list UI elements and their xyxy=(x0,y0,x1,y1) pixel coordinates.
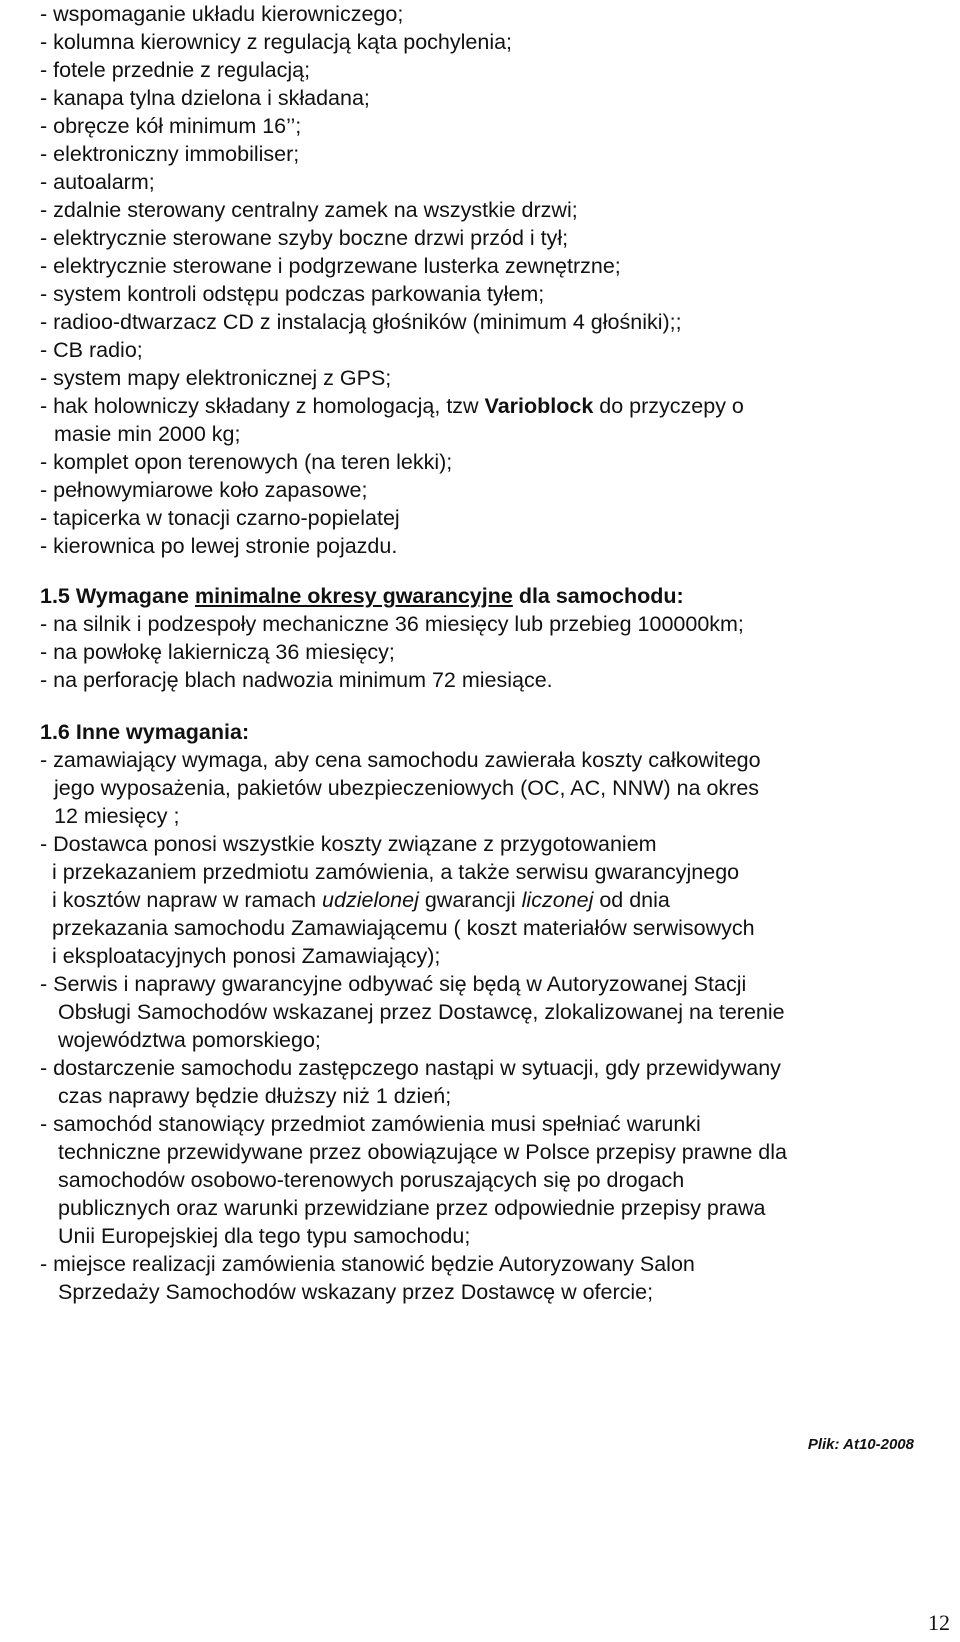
list-item: - autoalarm; xyxy=(40,170,155,194)
heading-number: 1.5 xyxy=(40,584,76,608)
list-item: - kanapa tylna dzielona i składana; xyxy=(40,86,370,110)
list-item: - pełnowymiarowe koło zapasowe; xyxy=(40,478,368,502)
requirement-line: Sprzedaży Samochodów wskazany przez Dostawcę w ofercie; xyxy=(58,1280,654,1304)
list-item-continuation: masie min 2000 kg; xyxy=(54,422,241,446)
heading-word: Wymagane xyxy=(75,584,195,608)
list-item-hak xyxy=(40,392,744,420)
list-item: - kierownica po lewej stronie pojazdu. xyxy=(40,534,398,558)
hak-text-post: do przyczepy o xyxy=(593,394,744,418)
requirement-line: województwa pomorskiego; xyxy=(58,1028,321,1052)
requirement-line: techniczne przewidywane przez obowiązujące w Polsce przepisy prawne dla xyxy=(58,1140,787,1164)
list-item: - elektrycznie sterowane szyby boczne drzwi przód i tył; xyxy=(40,226,569,250)
text-run: gwarancji xyxy=(418,888,522,912)
heading-underlined: minimalne okresy gwarancyjne xyxy=(194,584,513,608)
requirement-line: i przekazaniem przedmiotu zamówienia, a także serwisu gwarancyjnego xyxy=(52,860,740,884)
list-item: - tapicerka w tonacji czarno-popielatej xyxy=(40,506,400,530)
list-item: - elektroniczny immobiliser; xyxy=(40,142,300,166)
requirement-line xyxy=(52,886,670,914)
warranty-item: - na silnik i podzespoły mechaniczne 36 miesięcy lub przebieg 100000km; xyxy=(40,612,744,636)
list-item: - radioo-dtwarzacz CD z instalacją głośników (minimum 4 głośniki);; xyxy=(40,310,682,334)
warranty-item: - na powłokę lakierniczą 36 miesięcy; xyxy=(40,640,395,664)
file-footer: Plik: At10-2008 xyxy=(807,1436,914,1453)
requirement-line: samochodów osobowo-terenowych poruszających się po drogach xyxy=(58,1168,685,1192)
requirement-line: publicznych oraz warunki przewidziane przez odpowiednie przepisy prawa xyxy=(58,1196,766,1220)
requirement-line: czas naprawy będzie dłuższy niż 1 dzień; xyxy=(58,1084,452,1108)
varioblock-term: Varioblock xyxy=(484,394,594,418)
requirement-line: - Serwis i naprawy gwarancyjne odbywać się będą w Autoryzowanej Stacji xyxy=(40,972,747,996)
section-heading-1-6: 1.6 Inne wymagania: xyxy=(40,720,250,744)
italic-term: udzielonej xyxy=(322,888,419,912)
requirement-line: - miejsce realizacji zamówienia stanowić będzie Autoryzowany Salon xyxy=(40,1252,695,1276)
requirement-line: Obsługi Samochodów wskazanej przez Dostawcę, zlokalizowanej na terenie xyxy=(58,1000,785,1024)
text-run: i kosztów napraw w ramach xyxy=(52,888,323,912)
requirement-line: i eksploatacyjnych ponosi Zamawiający); xyxy=(52,944,441,968)
list-item: - zdalnie sterowany centralny zamek na wszystkie drzwi; xyxy=(40,198,578,222)
hak-text-pre: - hak holowniczy składany z homologacją, tzw xyxy=(40,394,485,418)
requirement-line: - samochód stanowiący przedmiot zamówienia musi spełniać warunki xyxy=(40,1112,701,1136)
list-item: - system kontroli odstępu podczas parkowania tyłem; xyxy=(40,282,545,306)
list-item: - fotele przednie z regulacją; xyxy=(40,58,311,82)
requirement-line: Unii Europejskiej dla tego typu samochodu; xyxy=(58,1224,471,1248)
list-item: - obręcze kół minimum 16’’; xyxy=(40,114,302,138)
requirement-line: - zamawiający wymaga, aby cena samochodu zawierała koszty całkowitego xyxy=(40,748,761,772)
list-item: - CB radio; xyxy=(40,338,143,362)
requirement-line: 12 miesięcy ; xyxy=(54,804,180,828)
italic-term: liczonej xyxy=(521,888,594,912)
requirement-line: - Dostawca ponosi wszystkie koszty związane z przygotowaniem xyxy=(40,832,657,856)
warranty-item: - na perforację blach nadwozia minimum 72 miesiące. xyxy=(40,668,553,692)
list-item: - kolumna kierownicy z regulacją kąta pochylenia; xyxy=(40,30,513,54)
requirement-line: jego wyposażenia, pakietów ubezpieczeniowych (OC, AC, NNW) na okres xyxy=(54,776,760,800)
text-run: od dnia xyxy=(593,888,670,912)
list-item: - wspomaganie układu kierowniczego; xyxy=(40,2,404,26)
list-item: - komplet opon terenowych (na teren lekki); xyxy=(40,450,453,474)
list-item: - elektrycznie sterowane i podgrzewane lusterka zewnętrzne; xyxy=(40,254,621,278)
heading-tail: dla samochodu: xyxy=(512,584,684,608)
requirement-line: przekazania samochodu Zamawiającemu ( koszt materiałów serwisowych xyxy=(52,916,755,940)
list-item: - system mapy elektronicznej z GPS; xyxy=(40,366,392,390)
section-heading-1-5 xyxy=(40,582,684,610)
page-number: 12 xyxy=(928,1610,950,1635)
requirement-line: - dostarczenie samochodu zastępczego nastąpi w sytuacji, gdy przewidywany xyxy=(40,1056,781,1080)
